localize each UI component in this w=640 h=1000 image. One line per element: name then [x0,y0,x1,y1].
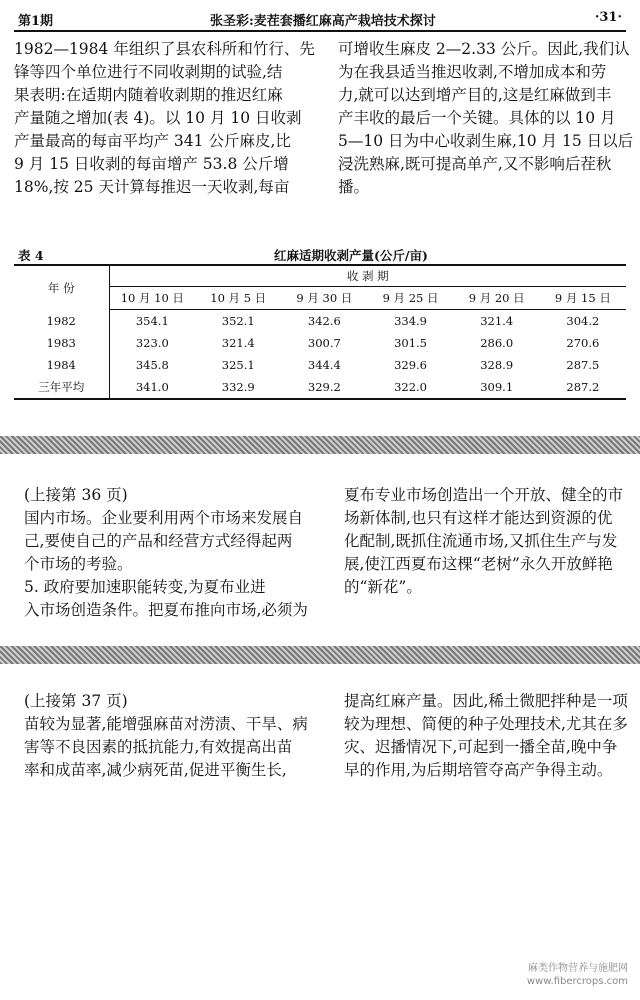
text-line: 的“新花”。 [344,578,422,596]
issue-label: 第1期 [18,14,54,29]
section-divider [0,646,640,664]
text-line: (上接第 37 页) [24,692,128,710]
text-line: 苗较为显著,能增强麻苗对涝渍、干旱、病 [24,715,308,733]
text-line: 提高红麻产量。因此,稀土微肥拌种是一项 [344,692,628,710]
text-line: 个市场的考验。 [24,555,133,573]
yield-cell: 344.4 [307,358,341,372]
yield-cell: 287.2 [540,376,626,399]
date-column-header: 10 月 5 日 [195,287,281,310]
text-line: 锋等四个单位进行不同收剥期的试验,结 [14,63,283,81]
running-title: 张圣彩:麦茬套播红麻高产栽培技术探讨 [210,14,436,29]
text-line: 产丰收的最后一个关键。具体的以 10 月 [338,109,616,127]
table-title: 红麻适期收剥产量(公斤/亩) [274,248,428,263]
text-line: 较为理想、简便的种子处理技术,尤其在多 [344,715,628,733]
year-cell: 1984 [14,354,109,376]
text-line: 为在我县适当推迟收剥,不增加成本和劳 [338,63,607,81]
continued-text-left-2 [24,690,314,782]
yield-cell: 322.0 [367,376,453,399]
yield-cell: 342.6 [307,314,341,328]
table-row [14,354,626,376]
text-line: 率和成苗率,减少病死苗,促进平衡生长, [24,761,287,779]
year-cell: 1983 [14,332,109,354]
yield-cell: 325.1 [221,358,255,372]
yield-cell: 286.0 [480,336,514,350]
text-line: 浸洗熟麻,既可提高单产,又不影响后茬秋 [338,155,612,173]
text-line: 9 月 15 日收剥的每亩增产 53.8 公斤增 [14,155,289,173]
date-column-header: 9 月 20 日 [454,287,540,310]
watermark-line: 麻类作物营养与施肥网 [528,963,628,974]
yield-cell: 323.0 [135,336,169,350]
table-body [14,310,626,400]
text-line: 展,使江西夏布这棵“老树”永久开放鲜艳 [344,555,613,573]
table-row [14,332,626,354]
watermark-url: www.fibercrops.com [526,976,628,987]
yield-cell: 300.7 [307,336,341,350]
yield-cell: 328.9 [480,358,514,372]
text-line: 灾、迟播情况下,可起到一播全苗,晚中争 [344,738,618,756]
text-line: 可增收生麻皮 2—2.33 公斤。因此,我们认 [338,40,630,58]
yield-cell: 287.5 [566,358,600,372]
yield-cell: 304.2 [566,314,600,328]
yield-cell: 309.1 [454,376,540,399]
text-line: 国内市场。企业要利用两个市场来发展自 [24,509,304,527]
text-line: 害等不良因素的抵抗能力,有效提高出苗 [24,738,293,756]
yield-cell: 329.6 [394,358,428,372]
section-divider [0,436,640,454]
yield-cell: 321.4 [221,336,255,350]
year-cell: 1982 [14,310,109,333]
continued-text-left [24,484,314,622]
table-number: 表 4 [18,248,44,263]
text-line: 夏布专业市场创造出一个开放、健全的市 [344,486,624,504]
yield-cell: 321.4 [480,314,514,328]
yield-cell: 345.8 [135,358,169,372]
text-line: 18%,按 25 天计算每推迟一天收剥,每亩 [14,178,290,196]
harvest-yield-table [14,264,626,400]
year-column-header: 年 份 [14,265,109,310]
text-line: 化配制,既抓住流通市场,又抓住生产与发 [344,532,618,550]
yield-cell: 341.0 [109,376,195,399]
page-number: ·31· [594,10,622,25]
table-row [14,376,626,399]
text-line: 1982—1984 年组织了县农科所和竹行、先 [14,40,315,58]
date-column-header: 9 月 25 日 [367,287,453,310]
date-column-header: 9 月 15 日 [540,287,626,310]
yield-cell: 334.9 [394,314,428,328]
date-column-header: 9 月 30 日 [281,287,367,310]
text-line: 产量最高的每亩平均产 341 公斤麻皮,比 [14,132,291,150]
yield-cell: 332.9 [195,376,281,399]
text-line: 播。 [338,178,370,196]
text-line: 5. 政府要加速职能转变,为夏布业进 [24,578,266,596]
yield-cell: 352.1 [221,314,255,328]
harvest-period-header: 收 剥 期 [109,265,626,287]
text-line: 5—10 日为中心收剥生麻,10 月 15 日以后 [338,132,634,150]
table-row [14,310,626,333]
text-line: 早的作用,为后期培管夺高产争得主动。 [344,761,613,779]
site-watermark [527,962,628,988]
date-column-header: 10 月 10 日 [109,287,195,310]
yield-cell: 329.2 [281,376,367,399]
text-line: 力,就可以达到增产目的,这是红麻做到丰 [338,86,612,104]
text-line: 场新体制,也只有这样才能达到资源的优 [344,509,613,527]
page-header [14,8,626,32]
text-line: (上接第 36 页) [24,486,128,504]
continued-text-right [344,484,634,599]
text-line: 产量随之增加(表 4)。以 10 月 10 日收剥 [14,109,302,127]
text-line: 入市场创造条件。把夏布推向市场,必须为 [24,601,308,619]
article-column-right [338,38,634,199]
text-line: 果表明:在适期内随着收剥期的推迟红麻 [14,86,283,104]
table-caption [14,246,626,264]
yield-cell: 301.5 [394,336,428,350]
text-line: 己,要使自己的产品和经营方式经得起两 [24,532,293,550]
article-column-left [14,38,324,199]
year-cell: 三年平均 [14,376,109,399]
yield-cell: 354.1 [135,314,169,328]
yield-cell: 270.6 [566,336,600,350]
continued-text-right-2 [344,690,634,782]
